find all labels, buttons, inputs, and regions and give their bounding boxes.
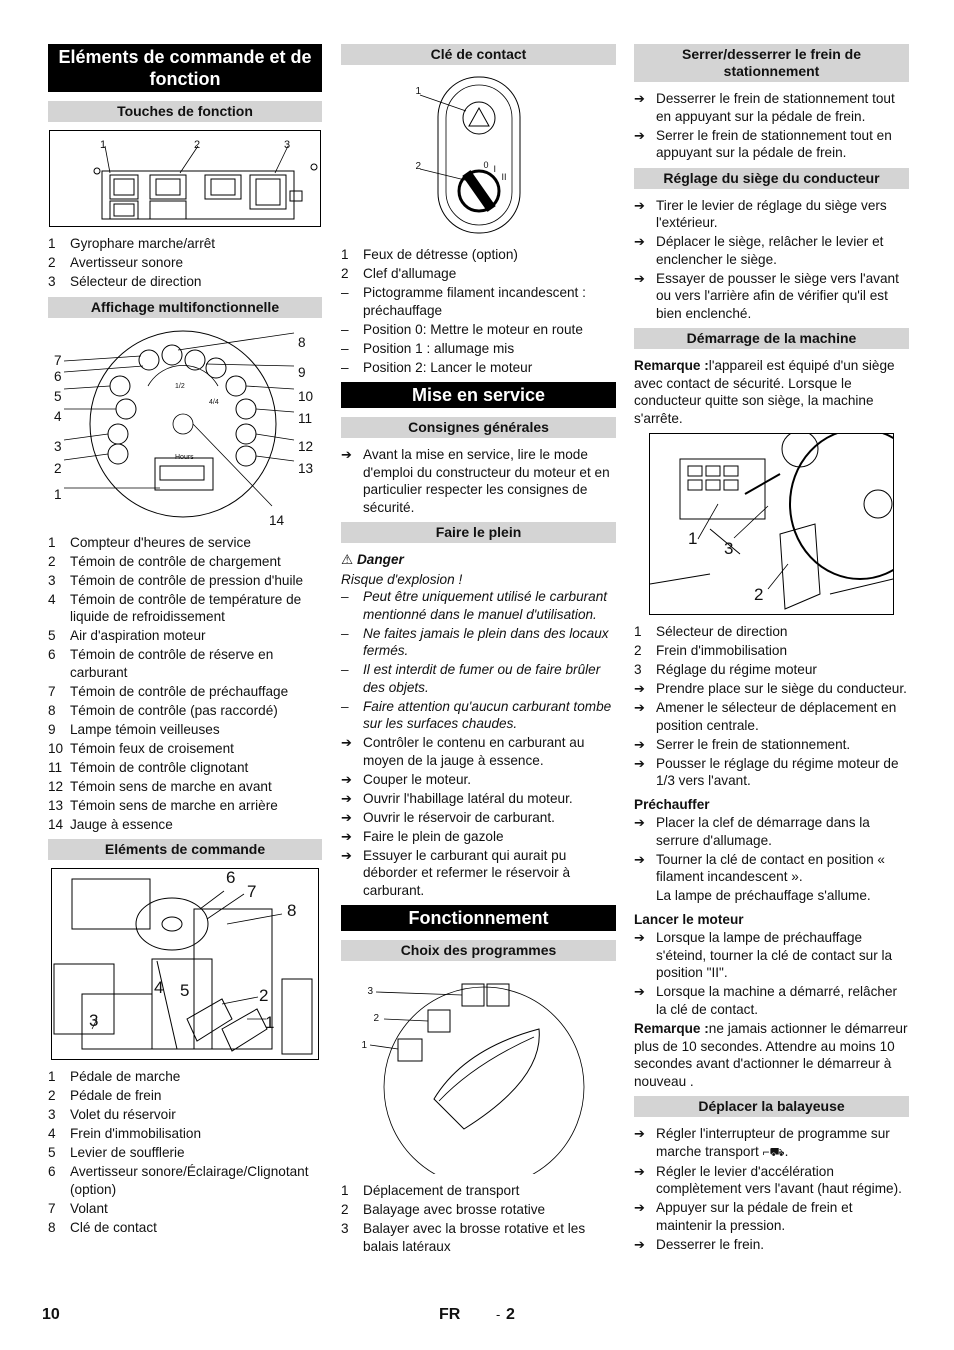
demarrage-num-list bbox=[634, 623, 909, 679]
list-item: – Il est interdit de fumer ou de faire brûler des objets. bbox=[341, 661, 616, 696]
consignes-list bbox=[341, 446, 616, 516]
callout-13: 13 bbox=[298, 460, 314, 476]
callout-3: 3 bbox=[284, 139, 291, 151]
list-item: ➔ Régler le levier d'accélération complètement vers l'avant (haut régime). bbox=[634, 1163, 909, 1198]
list-item: ➔ Amener le sélecteur de déplacement en position centrale. bbox=[634, 699, 909, 734]
prechauffer-note: La lampe de préchauffage s'allume. bbox=[656, 888, 871, 903]
callout-5: 5 bbox=[180, 981, 190, 1000]
heading-faire-le-plein: Faire le plein bbox=[341, 522, 616, 543]
list-item: 1 Déplacement de transport bbox=[341, 1183, 520, 1198]
callout-3: 3 bbox=[89, 1011, 99, 1030]
remark-starter: Remarque :ne jamais actionner le démarreur plus de 10 secondes. Attendre au moins 10 secondes avant d'actionner le démarreur à nouveau . bbox=[634, 1021, 908, 1089]
callout-1: 1 bbox=[100, 139, 107, 151]
list-item: 1 Compteur d'heures de service bbox=[48, 534, 251, 550]
prechauffer-list bbox=[634, 814, 909, 886]
heading-elements-commande: Eléments de commande bbox=[48, 839, 322, 860]
list-item: 12 Témoin sens de marche en avant bbox=[48, 778, 272, 794]
callout-7: 7 bbox=[247, 882, 257, 901]
list-item: 3 Volet du réservoir bbox=[48, 1107, 176, 1122]
callout-2: 2 bbox=[754, 585, 764, 604]
subheading-prechauffer: Préchauffer bbox=[634, 796, 710, 812]
list-item: 5 Air d'aspiration moteur bbox=[48, 628, 206, 643]
figure-control-elements bbox=[51, 868, 319, 1060]
section-title-elements: Eléments de commande et de fonction bbox=[48, 44, 322, 92]
section-number: 2 bbox=[506, 1306, 515, 1323]
heading-affichage: Affichage multifonctionnelle bbox=[48, 297, 322, 318]
column-middle bbox=[341, 44, 616, 1261]
list-item: 13 Témoin sens de marche en arrière bbox=[48, 797, 278, 813]
list-item: – Ne faites jamais le plein dans des locaux fermés. bbox=[341, 625, 616, 660]
list-item: ➔ Tirer le levier de réglage du siège vers l'extérieur. bbox=[634, 197, 909, 232]
list-item: 4 Témoin de contrôle de température de liquide de refroidissement bbox=[48, 591, 302, 624]
frein-list bbox=[634, 90, 909, 162]
callout-12: 12 bbox=[298, 438, 314, 454]
list-item: 4 Frein d'immobilisation bbox=[48, 1126, 202, 1141]
heading-touches: Touches de fonction bbox=[48, 101, 322, 122]
danger-label: ⚠ Danger bbox=[341, 552, 404, 567]
remark-seat-contact: Remarque :l'appareil est équipé d'un siège avec contact de sécurité. Lorsque le conducteur quitte son siège, la machine s'arrête. bbox=[634, 358, 895, 426]
list-item: 7 Volant bbox=[48, 1200, 108, 1216]
list-item: ➔ Contrôler le contenu en carburant au moyen de la jauge à essence. bbox=[341, 734, 616, 769]
cle-dash-list bbox=[341, 284, 616, 376]
list-item: ➔ Pousser le réglage du régime moteur de 1/3 vers l'avant. bbox=[634, 755, 909, 790]
list-item: ➔ Faire le plein de gazole bbox=[341, 828, 616, 846]
ignition-key-illustration bbox=[414, 73, 544, 238]
list-item: ➔ Prendre place sur le siège du conducteur. bbox=[634, 680, 909, 698]
driver-controls-illustration bbox=[650, 434, 893, 614]
callout-6: 6 bbox=[54, 368, 62, 384]
callout-3: 3 bbox=[54, 438, 62, 454]
column-left bbox=[48, 44, 322, 1242]
list-item: 1 Sélecteur de direction bbox=[634, 624, 788, 639]
callout-5: 5 bbox=[54, 388, 62, 404]
list-item: 1 Gyrophare marche/arrêt bbox=[48, 236, 216, 251]
language-code: FR bbox=[439, 1306, 461, 1323]
list-item: ➔ Avant la mise en service, lire le mode d'emploi du constructeur du moteur et en particulier respecter les consignes de sécurité. bbox=[341, 446, 616, 516]
list-item: 3 Balayer avec la brosse rotative et les balais latéraux bbox=[341, 1221, 586, 1254]
list-item: ➔ Déplacer le siège, relâcher le levier et enclencher le siège. bbox=[634, 233, 909, 268]
callout-7: 7 bbox=[54, 352, 62, 368]
callout-14: 14 bbox=[269, 512, 285, 528]
list-item: 9 Lampe témoin veilleuses bbox=[48, 721, 220, 737]
list-item: 3 Sélecteur de direction bbox=[48, 274, 202, 289]
list-item: 8 Clé de contact bbox=[48, 1219, 157, 1235]
list-item: ➔ Lorsque la lampe de préchauffage s'éteind, tourner la clé de contact sur la position "II". bbox=[634, 929, 909, 982]
list-item: ➔ Couper le moteur. bbox=[341, 771, 616, 789]
touches-list bbox=[48, 235, 322, 291]
list-item: ➔ Appuyer sur la pédale de frein et maintenir la pression. bbox=[634, 1199, 909, 1234]
heading-consignes: Consignes générales bbox=[341, 417, 616, 438]
list-item: 14 Jauge à essence bbox=[48, 816, 173, 832]
list-item: ➔ Placer la clef de démarrage dans la serrure d'allumage. bbox=[634, 814, 909, 849]
list-item: ➔ Desserrer le frein. bbox=[634, 1236, 909, 1254]
transport-icon: ⌐⛟ bbox=[762, 1144, 785, 1159]
list-item: – Peut être uniquement utilisé le carburant mentionné dans le manuel d'utilisation. bbox=[341, 588, 616, 623]
callout-9: 9 bbox=[298, 364, 306, 380]
figure-function-keys bbox=[49, 130, 321, 227]
list-item: 7 Témoin de contrôle de préchauffage bbox=[48, 683, 289, 699]
function-keys-illustration bbox=[50, 131, 320, 226]
list-item: 8 Témoin de contrôle (pas raccordé) bbox=[48, 702, 278, 718]
figure-ignition-key bbox=[414, 73, 544, 238]
list-item: ➔ Essayer de pousser le siège vers l'avant ou vers l'arrière afin de vérifier qu'il est bien enclenché. bbox=[634, 270, 909, 323]
list-item: ➔ Desserrer le frein de stationnement tout en appuyant sur la pédale de frein. bbox=[634, 90, 909, 125]
heading-reglage-siege: Réglage du siège du conducteur bbox=[634, 168, 909, 189]
list-item: 3 Témoin de contrôle de pression d'huile bbox=[48, 572, 304, 588]
heading-demarrage: Démarrage de la machine bbox=[634, 328, 909, 349]
list-item: ➔ Serrer le frein de stationnement. bbox=[634, 736, 909, 754]
list-item: 3 Réglage du régime moteur bbox=[634, 662, 817, 677]
heading-choix-programmes: Choix des programmes bbox=[341, 940, 616, 961]
subheading-lancer-moteur: Lancer le moteur bbox=[634, 911, 744, 927]
callout-1: 1 bbox=[54, 486, 62, 502]
figure-driver-controls bbox=[649, 433, 894, 615]
list-item: 2 Avertisseur sonore bbox=[48, 255, 184, 270]
list-item: 5 Levier de soufflerie bbox=[48, 1145, 185, 1160]
callout-1: 1 bbox=[361, 1040, 368, 1051]
switch-mark-1: I bbox=[493, 164, 497, 174]
list-item: ➔ Tourner la clé de contact en position « filament incandescent ». bbox=[634, 851, 909, 886]
list-item: ➔ Serrer le frein de stationnement tout en appuyant sur la pédale de frein. bbox=[634, 127, 909, 162]
switch-mark-2: II bbox=[501, 172, 507, 182]
programmes-list bbox=[341, 1182, 616, 1255]
list-item: – Pictogramme filament incandescent : préchauffage bbox=[341, 284, 616, 319]
callout-2: 2 bbox=[415, 161, 422, 172]
affichage-list bbox=[48, 534, 322, 834]
list-item: 6 Avertisseur sonore/Éclairage/Clignotant (option) bbox=[48, 1164, 309, 1197]
figure-program-selector bbox=[344, 969, 614, 1174]
callout-6: 6 bbox=[226, 868, 236, 887]
list-item: 2 Clef d'allumage bbox=[341, 266, 457, 281]
callout-1: 1 bbox=[688, 529, 698, 548]
list-item: 2 Balayage avec brosse rotative bbox=[341, 1202, 546, 1217]
section-title-fonctionnement: Fonctionnement bbox=[341, 905, 616, 931]
heading-frein-stationnement: Serrer/desserrer le frein de stationnement bbox=[634, 44, 909, 82]
heading-cle-contact: Clé de contact bbox=[341, 44, 616, 65]
column-right bbox=[634, 44, 909, 1259]
callout-11: 11 bbox=[298, 410, 313, 426]
list-item: 1 Pédale de marche bbox=[48, 1069, 181, 1084]
callout-4: 4 bbox=[54, 408, 62, 424]
callout-2: 2 bbox=[194, 139, 201, 151]
plein-arrow-list bbox=[341, 734, 616, 899]
switch-mark-0: 0 bbox=[483, 160, 489, 170]
list-item: 2 Frein d'immobilisation bbox=[634, 643, 788, 658]
footer-separator: - bbox=[496, 1307, 501, 1322]
cle-num-list bbox=[341, 246, 616, 283]
callout-3: 3 bbox=[367, 986, 374, 997]
list-item: ➔ Ouvrir le réservoir de carburant. bbox=[341, 809, 616, 827]
section-title-mise-en-service: Mise en service bbox=[341, 382, 616, 408]
list-item: ➔ Régler l'interrupteur de programme sur marche transport ⌐⛟. bbox=[634, 1125, 909, 1161]
callout-8: 8 bbox=[287, 901, 297, 920]
callout-2: 2 bbox=[373, 1013, 380, 1024]
list-item: 1 Feux de détresse (option) bbox=[341, 247, 518, 262]
list-item: – Faire attention qu'aucun carburant tombe sur les surfaces chaudes. bbox=[341, 698, 616, 733]
callout-3: 3 bbox=[724, 539, 734, 558]
list-item: 2 Témoin de contrôle de chargement bbox=[48, 553, 281, 569]
list-item: 2 Pédale de frein bbox=[48, 1088, 162, 1103]
figure-multifunction-display bbox=[48, 326, 322, 526]
heading-deplacer: Déplacer la balayeuse bbox=[634, 1096, 909, 1117]
control-elements-illustration bbox=[52, 869, 318, 1059]
list-item: 6 Témoin de contrôle de réserve en carburant bbox=[48, 647, 274, 680]
callout-8: 8 bbox=[298, 334, 306, 350]
list-item: 11 Témoin de contrôle clignotant bbox=[48, 759, 249, 775]
list-item: – Position 1 : allumage mis bbox=[341, 340, 616, 358]
list-item: ➔ Ouvrir l'habillage latéral du moteur. bbox=[341, 790, 616, 808]
callout-2: 2 bbox=[259, 986, 269, 1005]
page-number: 10 bbox=[42, 1306, 60, 1323]
list-item: – Position 2: Lancer le moteur bbox=[341, 359, 616, 377]
list-item: 10 Témoin feux de croisement bbox=[48, 740, 234, 756]
callout-10: 10 bbox=[298, 388, 314, 404]
gauge-label-hours: Hours bbox=[175, 453, 194, 461]
deplacer-list bbox=[634, 1125, 909, 1253]
callout-1: 1 bbox=[415, 86, 422, 97]
elements-list bbox=[48, 1068, 322, 1236]
callout-1: 1 bbox=[265, 1013, 275, 1032]
plein-dash-list bbox=[341, 588, 616, 733]
list-item: ➔ Essuyer le carburant qui aurait pu déborder et refermer le réservoir à carburant. bbox=[341, 847, 616, 900]
callout-4: 4 bbox=[154, 978, 164, 997]
lancer-list bbox=[634, 929, 909, 1018]
gauge-label-full: 4/4 bbox=[209, 398, 219, 406]
risk-text: Risque d'explosion ! bbox=[341, 571, 463, 587]
list-item: – Position 0: Mettre le moteur en route bbox=[341, 321, 616, 339]
demarrage-arrow-list bbox=[634, 680, 909, 790]
gauge-label-half: 1/2 bbox=[175, 382, 185, 390]
warning-icon: ⚠ bbox=[341, 552, 354, 567]
callout-2: 2 bbox=[54, 460, 62, 476]
multifunction-display-illustration bbox=[48, 326, 322, 526]
program-selector-illustration bbox=[344, 969, 614, 1174]
list-item: ➔ Lorsque la machine a démarré, relâcher la clé de contact. bbox=[634, 983, 909, 1018]
siege-list bbox=[634, 197, 909, 323]
